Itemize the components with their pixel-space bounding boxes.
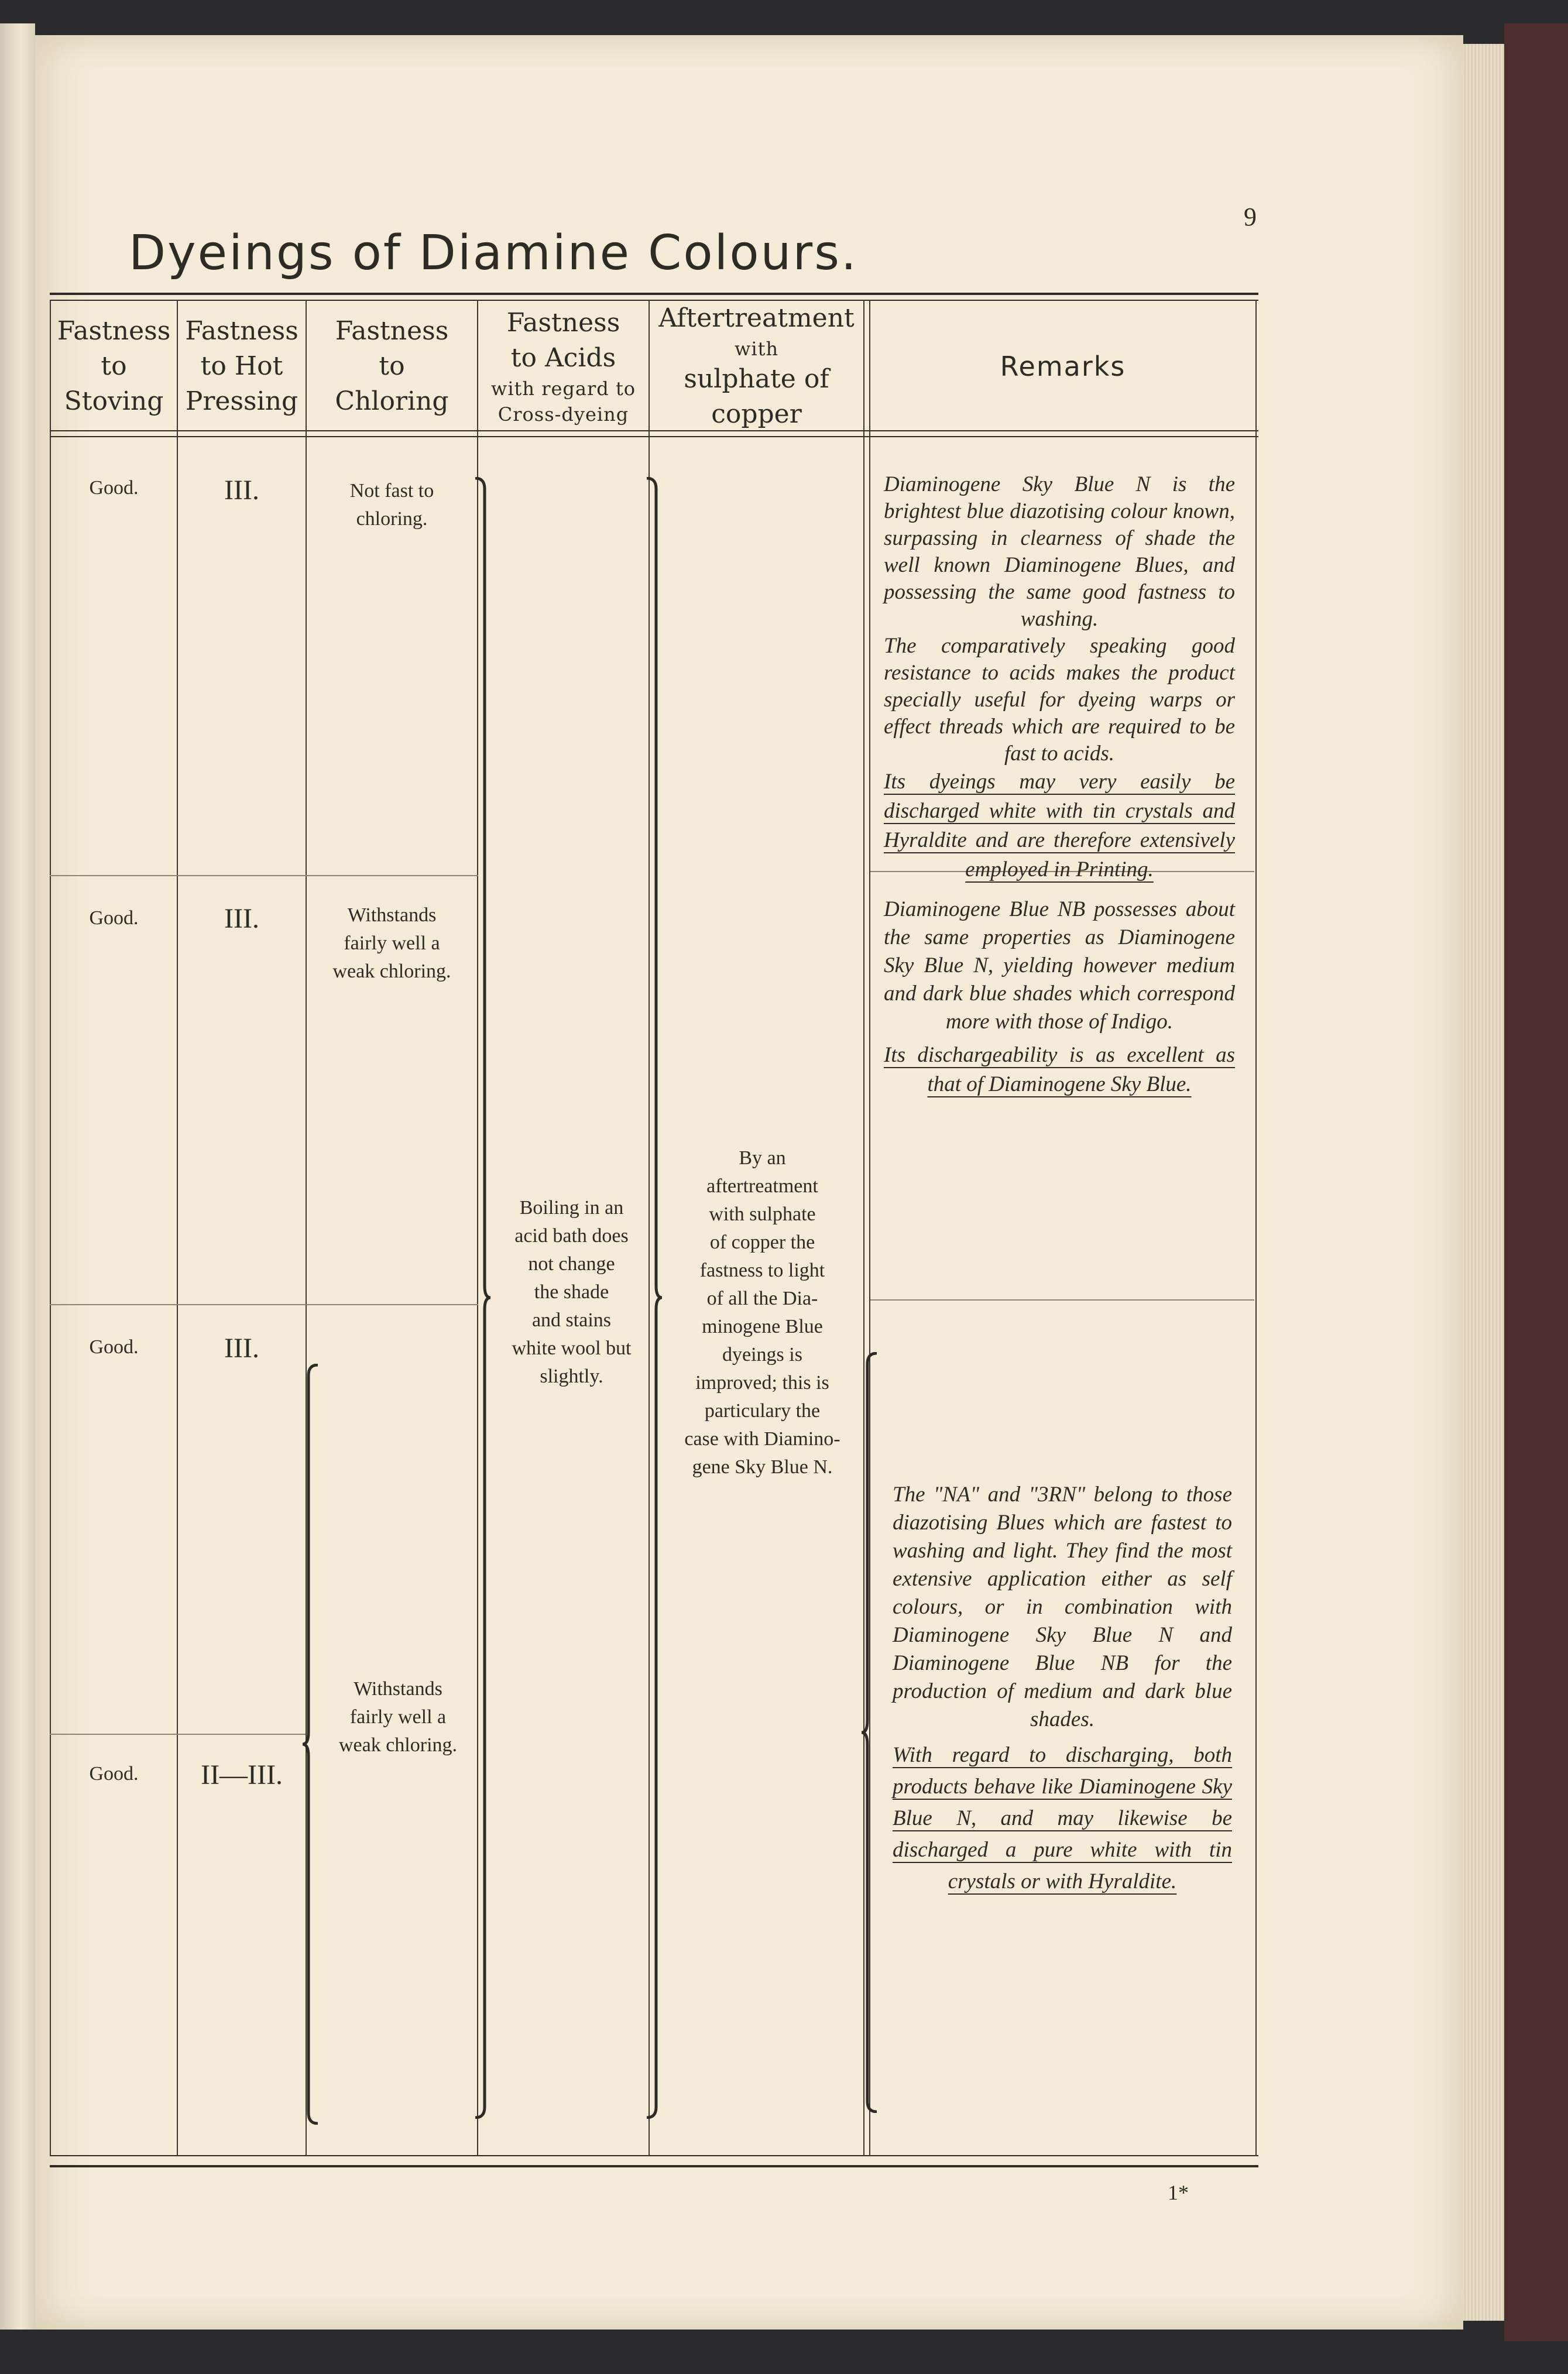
row-rule — [50, 1734, 306, 1735]
table-bottom-rule — [50, 2155, 1258, 2156]
row-rule — [50, 1304, 478, 1305]
column-rule — [1255, 300, 1257, 2156]
header-after-tail: sulphate of copper — [684, 363, 829, 429]
cell-chloring-2: Withstands fairly well a weak chloring. — [332, 904, 451, 982]
cell-stoving-4: Good. — [89, 1763, 139, 1785]
remark-row1-a: Diaminogene Sky Blue N is the brightest blue diazotising colour known, surpassing in clearness of shade the well known Diaminogene Blues, and possessing the same good fastness to washing. — [884, 472, 1235, 631]
row-rule — [870, 1299, 1254, 1301]
cell-pressing-1: III. — [224, 475, 259, 506]
remark-row3 — [893, 1481, 1232, 1898]
cell-pressing-4: II—III. — [201, 1759, 283, 1790]
header-hot-pressing: Fastness to Hot Pressing — [185, 315, 298, 416]
header-acids — [478, 303, 649, 429]
remark-row2 — [884, 896, 1235, 1099]
remark-row1-c: Its dyeings may very easily be discharged white with tin crystals and Hyraldite and are therefore extensively employed in Printing. — [884, 770, 1235, 881]
header-after-sub: with — [734, 337, 779, 360]
cell-chloring-shared: Withstands fairly well a weak chloring. — [338, 1678, 458, 1756]
cell-pressing-2: III. — [224, 903, 259, 934]
header-rule-double — [50, 436, 1258, 437]
remark-row2-b: Its dischargeability is as excellent as that of Diaminogene Sky Blue. — [884, 1043, 1235, 1096]
left-page-edge — [0, 23, 35, 2330]
book-cover — [1504, 23, 1568, 2341]
cell-stoving-2: Good. — [89, 907, 139, 929]
header-aftertreatment — [650, 303, 863, 429]
cell-pressing-3: III. — [224, 1333, 259, 1364]
column-rule — [177, 300, 178, 2156]
cell-stoving-1: Good. — [89, 477, 139, 499]
brace-acids — [474, 477, 497, 2119]
remark-row3-a: The "NA" and "3RN" belong to those diazotising Blues which are fastest to washing and light. They find the most extensive application either as self colours, or in combination with Diaminogene Sky Blue N and Diaminogene Blue NB for the production of medium and dark blue shades. — [893, 1483, 1232, 1731]
cell-stoving-3: Good. — [89, 1336, 139, 1358]
brace-remarks — [860, 1352, 884, 2113]
cell-acids-shared: Boiling in an acid bath does not change the shade and stains white wool but slightly. — [512, 1197, 632, 1387]
header-acids-main: Fastness to Acids — [506, 307, 620, 373]
brace-aftertreatment — [646, 477, 669, 2119]
remark-row3-b: With regard to discharging, both products behave like Diaminogene Sky Blue N, and may likewise be discharged a pure white with tin crystals or with Hyraldite. — [893, 1743, 1232, 1893]
cell-chloring-1: Not fast to chloring. — [349, 480, 434, 530]
table-top-rule — [50, 300, 1258, 301]
page-stack-edge — [1463, 44, 1504, 2321]
remark-row2-a: Diaminogene Blue NB possesses about the same properties as Diaminogene Sky Blue N, yielding however medium and dark blue shades which correspond more with those of Indigo. — [884, 897, 1235, 1034]
header-acids-sub: with regard to Cross-dyeing — [490, 377, 636, 426]
header-chloring: Fastness to Chloring — [335, 315, 449, 416]
signature-mark: 1* — [1168, 2181, 1189, 2204]
remark-row1 — [884, 471, 1235, 884]
header-remarks: Remarks — [1000, 350, 1126, 382]
column-rule — [50, 300, 51, 2156]
brace-chloring — [301, 1364, 325, 2125]
row-rule — [50, 875, 478, 876]
remark-row1-b: The comparatively speaking good resistance to acids makes the product specially useful for dyeing warps or effect threads which are required to be fast to acids. — [884, 634, 1235, 766]
page-number: 9 — [1244, 203, 1257, 231]
header-after-main: Aftertreatment — [658, 303, 855, 333]
cell-aftertreatment-shared: By an aftertreatment with sulphate of copper the fastness to light of all the Dia- minogene Blue dyeings is improved; this is particulary the case with Diamino- gene Sky Blue N. — [684, 1147, 840, 1478]
page-title: Dyeings of Diamine Colours. — [129, 225, 858, 281]
header-stoving: Fastness to Stoving — [57, 315, 171, 416]
